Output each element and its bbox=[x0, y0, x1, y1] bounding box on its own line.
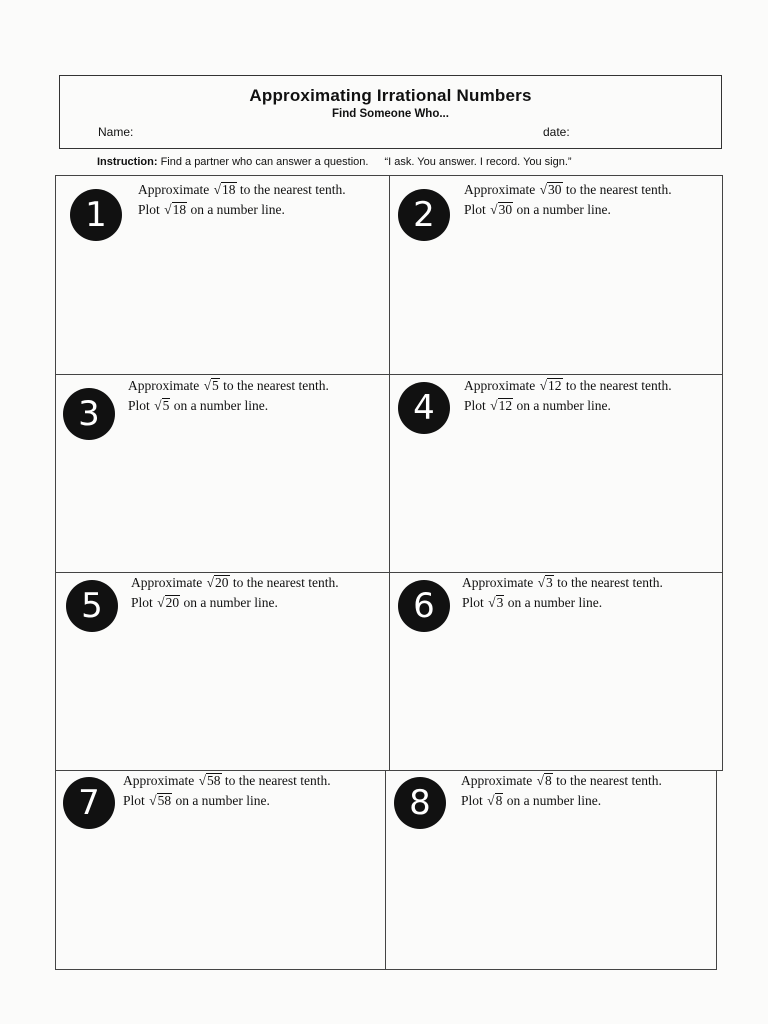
approximate-line bbox=[462, 573, 663, 593]
square-root-expression bbox=[206, 573, 230, 593]
approximate-line bbox=[128, 376, 329, 396]
prompt-text: Approximate bbox=[464, 378, 539, 393]
page-subtitle: Find Someone Who... bbox=[332, 108, 449, 120]
problem-cell-4 bbox=[389, 374, 723, 573]
prompt-text: Plot bbox=[464, 202, 490, 217]
prompt-text: Approximate bbox=[128, 378, 203, 393]
problem-cell-7 bbox=[55, 770, 386, 970]
prompt-text: Plot bbox=[461, 793, 487, 808]
radicand: 8 bbox=[495, 793, 503, 808]
problem-prompt bbox=[131, 573, 339, 613]
prompt-text: Approximate bbox=[462, 575, 537, 590]
prompt-text: Plot bbox=[123, 793, 149, 808]
instruction-line bbox=[97, 156, 572, 168]
square-root-expression bbox=[198, 771, 222, 791]
prompt-text: to the nearest tenth. bbox=[236, 182, 346, 197]
problem-cell-1 bbox=[55, 175, 390, 375]
problem-prompt bbox=[464, 376, 672, 416]
plot-line bbox=[461, 791, 662, 811]
radicand: 3 bbox=[546, 575, 553, 590]
prompt-text: Plot bbox=[138, 202, 164, 217]
problem-number-badge: 4 bbox=[398, 382, 450, 434]
radical-sign: √ bbox=[149, 793, 157, 808]
problem-cell-6 bbox=[389, 572, 723, 771]
radicand: 30 bbox=[498, 202, 513, 217]
name-label: Name: bbox=[98, 125, 134, 139]
problem-cell-2 bbox=[389, 175, 723, 375]
radical-sign: √ bbox=[487, 793, 495, 808]
square-root-expression bbox=[539, 180, 563, 200]
problem-number-badge: 2 bbox=[398, 189, 450, 241]
instruction-text: Find a partner who can answer a question. bbox=[160, 156, 369, 168]
instruction-label: Instruction: bbox=[97, 156, 158, 168]
square-root-expression bbox=[153, 396, 170, 416]
radicand: 12 bbox=[548, 378, 562, 393]
square-root-expression bbox=[536, 771, 553, 791]
radicand: 18 bbox=[172, 202, 187, 217]
prompt-text: Approximate bbox=[131, 575, 206, 590]
square-root-expression bbox=[489, 396, 513, 416]
problem-number-badge: 5 bbox=[66, 580, 118, 632]
prompt-text: to the nearest tenth. bbox=[562, 182, 672, 197]
square-root-expression bbox=[539, 376, 563, 396]
prompt-text: on a number line. bbox=[503, 793, 602, 808]
problem-prompt bbox=[138, 180, 346, 220]
plot-line bbox=[464, 200, 672, 220]
prompt-text: on a number line. bbox=[513, 398, 611, 413]
problem-prompt bbox=[461, 771, 662, 811]
prompt-text: Approximate bbox=[123, 773, 198, 788]
radical-sign: √ bbox=[539, 182, 548, 197]
instruction-quote: “I ask. You answer. I record. You sign.” bbox=[384, 156, 572, 168]
approximate-line bbox=[464, 180, 672, 200]
prompt-text: to the nearest tenth. bbox=[562, 378, 672, 393]
square-root-expression bbox=[213, 180, 237, 200]
radical-sign: √ bbox=[536, 773, 545, 788]
approximate-line bbox=[138, 180, 346, 200]
header-box bbox=[59, 75, 722, 149]
prompt-text: on a number line. bbox=[172, 793, 270, 808]
square-root-expression bbox=[203, 376, 220, 396]
problem-cell-3 bbox=[55, 374, 390, 573]
prompt-text: on a number line. bbox=[170, 398, 269, 413]
page-title: Approximating Irrational Numbers bbox=[249, 86, 532, 105]
radicand: 18 bbox=[222, 182, 236, 197]
radical-sign: √ bbox=[157, 595, 165, 610]
radical-sign: √ bbox=[537, 575, 546, 590]
prompt-text: Approximate bbox=[464, 182, 539, 197]
radical-sign: √ bbox=[490, 398, 498, 413]
problem-cell-5 bbox=[55, 572, 390, 771]
problem-prompt bbox=[123, 771, 331, 811]
radicand: 5 bbox=[212, 378, 219, 393]
radical-sign: √ bbox=[539, 378, 548, 393]
problem-cell-8 bbox=[385, 770, 717, 970]
problem-number-badge: 1 bbox=[70, 189, 122, 241]
plot-line bbox=[462, 593, 663, 613]
square-root-expression bbox=[487, 593, 504, 613]
problem-number-badge: 3 bbox=[63, 388, 115, 440]
problem-number-badge: 8 bbox=[394, 777, 446, 829]
plot-line bbox=[123, 791, 331, 811]
prompt-text: Plot bbox=[128, 398, 154, 413]
plot-line bbox=[464, 396, 672, 416]
prompt-text: on a number line. bbox=[187, 202, 285, 217]
prompt-text: on a number line. bbox=[504, 595, 603, 610]
plot-line bbox=[128, 396, 329, 416]
prompt-text: to the nearest tenth. bbox=[229, 575, 339, 590]
prompt-text: on a number line. bbox=[513, 202, 611, 217]
radicand: 30 bbox=[548, 182, 562, 197]
square-root-expression bbox=[148, 791, 172, 811]
radicand: 8 bbox=[545, 773, 552, 788]
approximate-line bbox=[123, 771, 331, 791]
square-root-expression bbox=[156, 593, 180, 613]
prompt-text: Plot bbox=[131, 595, 157, 610]
date-label: date: bbox=[543, 125, 570, 139]
radicand: 58 bbox=[207, 773, 221, 788]
plot-line bbox=[138, 200, 346, 220]
problem-grid bbox=[55, 175, 723, 970]
problem-number-badge: 6 bbox=[398, 580, 450, 632]
problem-prompt bbox=[128, 376, 329, 416]
radical-sign: √ bbox=[154, 398, 162, 413]
plot-line bbox=[131, 593, 339, 613]
approximate-line bbox=[461, 771, 662, 791]
radicand: 58 bbox=[157, 793, 172, 808]
radical-sign: √ bbox=[490, 202, 498, 217]
square-root-expression bbox=[537, 573, 554, 593]
radical-sign: √ bbox=[213, 182, 222, 197]
prompt-text: Plot bbox=[462, 595, 488, 610]
radicand: 12 bbox=[498, 398, 513, 413]
radical-sign: √ bbox=[198, 773, 207, 788]
prompt-text: Approximate bbox=[461, 773, 536, 788]
prompt-text: Plot bbox=[464, 398, 490, 413]
prompt-text: to the nearest tenth. bbox=[553, 575, 663, 590]
radical-sign: √ bbox=[164, 202, 172, 217]
prompt-text: to the nearest tenth. bbox=[552, 773, 662, 788]
square-root-expression bbox=[489, 200, 513, 220]
approximate-line bbox=[464, 376, 672, 396]
radical-sign: √ bbox=[203, 378, 212, 393]
square-root-expression bbox=[163, 200, 187, 220]
square-root-expression bbox=[486, 791, 503, 811]
radicand: 20 bbox=[215, 575, 229, 590]
radicand: 20 bbox=[165, 595, 180, 610]
prompt-text: to the nearest tenth. bbox=[219, 378, 329, 393]
prompt-text: Approximate bbox=[138, 182, 213, 197]
radicand: 3 bbox=[496, 595, 504, 610]
prompt-text: on a number line. bbox=[180, 595, 278, 610]
radical-sign: √ bbox=[488, 595, 496, 610]
problem-prompt bbox=[464, 180, 672, 220]
problem-prompt bbox=[462, 573, 663, 613]
approximate-line bbox=[131, 573, 339, 593]
problem-number-badge: 7 bbox=[63, 777, 115, 829]
prompt-text: to the nearest tenth. bbox=[221, 773, 331, 788]
radicand: 5 bbox=[162, 398, 170, 413]
radical-sign: √ bbox=[206, 575, 215, 590]
